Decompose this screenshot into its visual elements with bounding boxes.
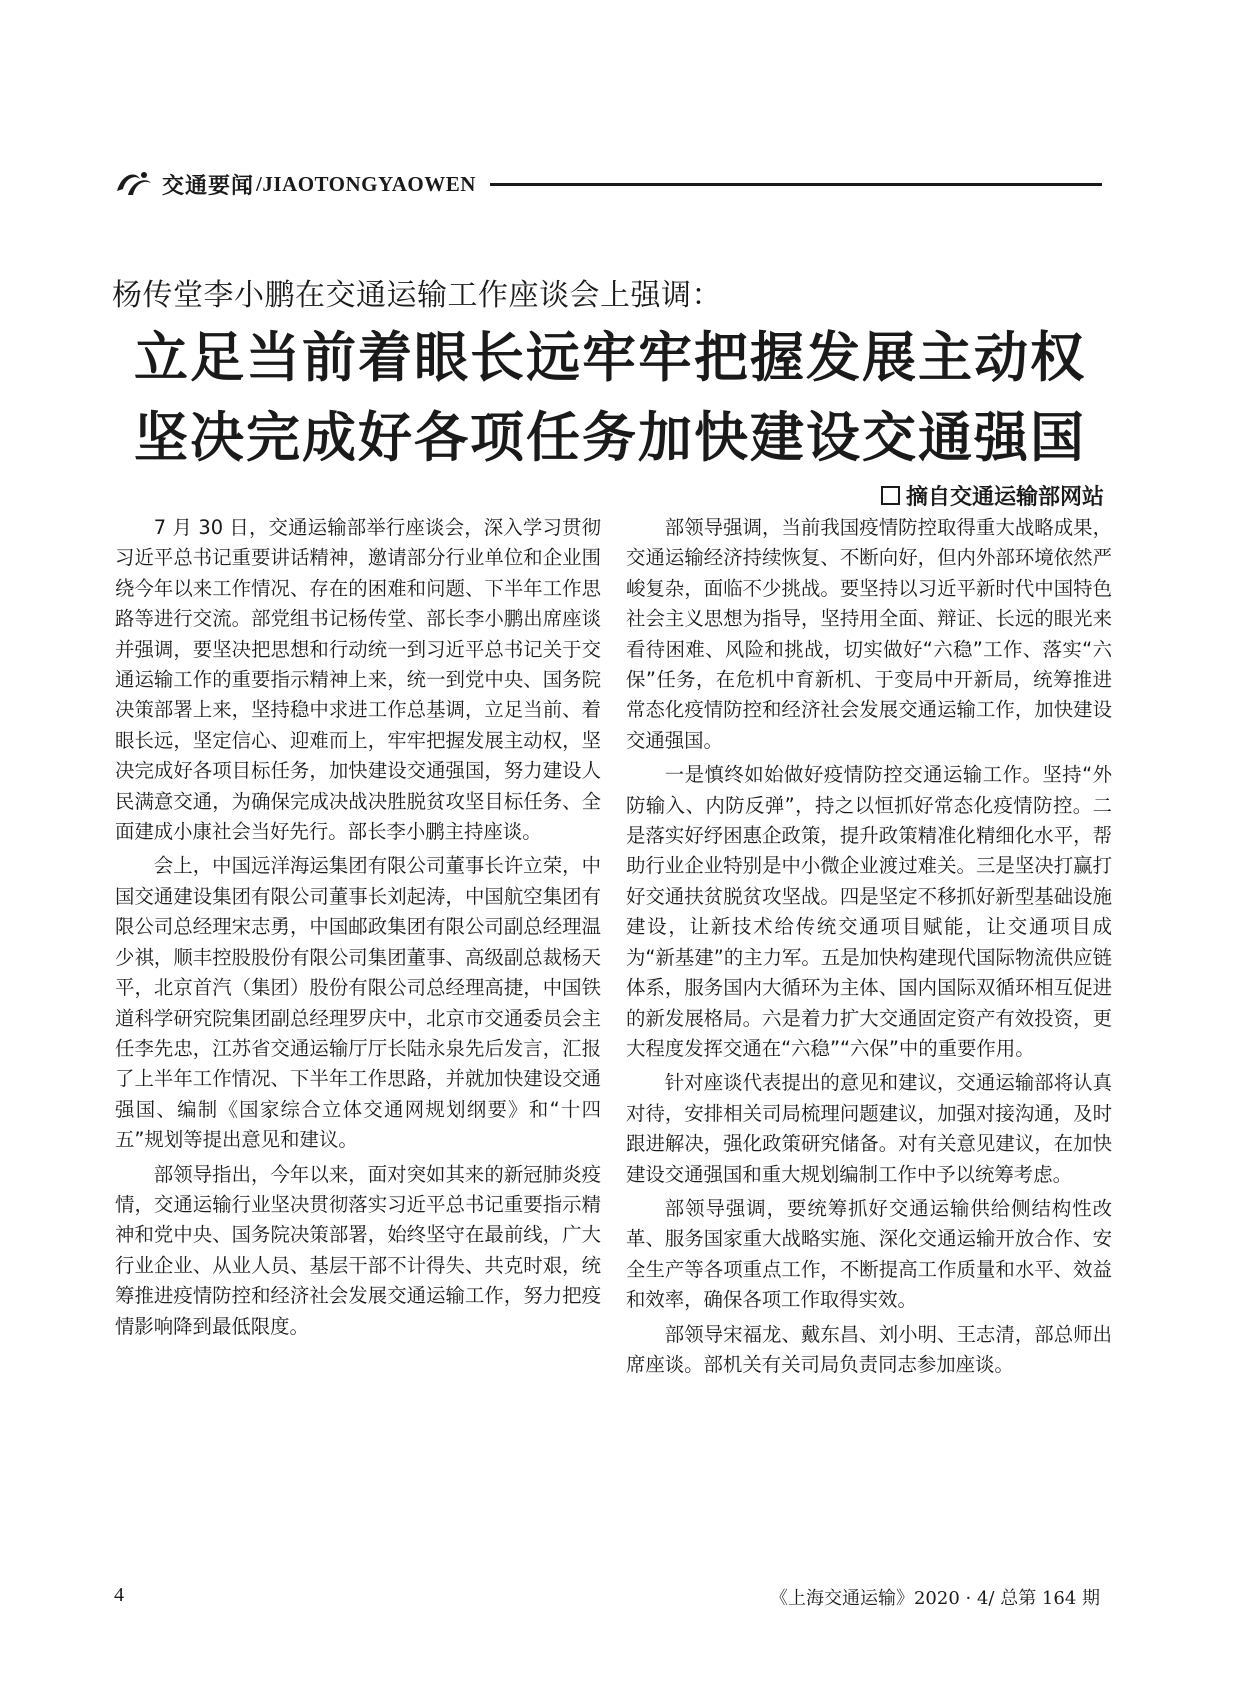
section-header	[114, 166, 1102, 202]
headline-line-1: 立足当前着眼长远牢牢把握发展主动权	[134, 325, 1086, 389]
section-title-en: /JIAOTONGYAOWEN	[256, 171, 476, 196]
paragraph: 7 月 30 日，交通运输部举行座谈会，深入学习贯彻习近平总书记重要讲话精神，邀请部分行业单位和企业围绕今年以来工作情况、存在的困难和问题、下半年工作思路等进行交流。部党组书记杨传堂、部长李小鹏出席座谈并强调，要坚决把思想和行动统一到习近平总书记关于交通运输工作的重要指示精神上来，统一到党中央、国务院决策部署上来，坚持稳中求进工作总基调，立足当前、着眼长远，坚定信心、迎难而上，牢牢把握发展主动权，坚决完成好各项目标任务，加快建设交通强国，努力建设人民满意交通，为确保完成决战决胜脱贫攻坚目标任务、全面建成小康社会当好先行。部长李小鹏主持座谈。	[115, 516, 601, 844]
header-divider	[490, 183, 1102, 186]
journal-footer: 《上海交通运输》2020 · 4/ 总第 164 期	[769, 1588, 1100, 1609]
swoosh-logo-icon	[114, 169, 154, 199]
source-text: 摘自交通运输部网站	[905, 485, 1104, 510]
page-number: 4	[114, 1584, 124, 1606]
paragraph: 部领导指出，今年以来，面对突如其来的新冠肺炎疫情，交通运输行业坚决贯彻落实习近平总书记重要指示精神和党中央、国务院决策部署，始终坚守在最前线，广大行业企业、从业人员、基层干部不计得失、共克时艰，统筹推进疫情防控和经济社会发展交通运输工作，努力把疫情影响降到最低限度。	[115, 1162, 601, 1338]
source-box-icon	[881, 486, 900, 505]
paragraph: 部领导强调，当前我国疫情防控取得重大战略成果，交通运输经济持续恢复、不断向好，但内外部环境依然严峻复杂，面临不少挑战。要坚持以习近平新时代中国特色社会主义思想为指导，坚持用全面、辩证、长远的眼光来看待困难、风险和挑战，切实做好“六稳”工作、落实“六保”任务，在危机中育新机、于变局中开新局，统筹推进常态化疫情防控和经济社会发展交通运输工作，加快建设交通强国。	[626, 516, 1112, 752]
section-title-cn: 交通要闻	[162, 173, 255, 199]
paragraph: 会上，中国远洋海运集团有限公司董事长许立荣，中国交通建设集团有限公司董事长刘起涛，中国航空集团有限公司总经理宋志勇，中国邮政集团有限公司副总经理温少祺，顺丰控股股份有限公司集团董事、高级副总裁杨天平，北京首汽（集团）股份有限公司总经理高捷，中国铁道科学研究院集团副总经理罗庆中，北京市交通委员会主任李先忠，江苏省交通运输厅厅长陆永泉先后发言，汇报了上半年工作情况、下半年工作思路，并就加快建设交通强国、编制《国家综合立体交通网规划纲要》和“十四五”规划等提出意见和建议。	[115, 854, 601, 1152]
left-column	[115, 513, 601, 1346]
headline-line-2: 坚决完成好各项任务加快建设交通强国	[134, 405, 1086, 469]
paragraph: 针对座谈代表提出的意见和建议，交通运输部将认真对待，安排相关司局梳理问题建议，加强对接沟通，及时跟进解决，强化政策研究储备。对有关意见建议，在加快建设交通强国和重大规划编制工作中予以统筹考虑。	[626, 1071, 1112, 1186]
article-source	[881, 480, 1104, 511]
article-kicker: 杨传堂李小鹏在交通运输工作座谈会上强调：	[112, 278, 722, 313]
paragraph: 部领导宋福龙、戴东昌、刘小明、王志清，部总师出席座谈。部机关有关司局负责同志参加座谈。	[626, 1322, 1112, 1376]
right-column	[626, 513, 1112, 1384]
paragraph: 一是慎终如始做好疫情防控交通运输工作。坚持“外防输入、内防反弹”，持之以恒抓好常态化疫情防控。二是落实好纾困惠企政策，提升政策精准化精细化水平，帮助行业企业特别是中小微企业渡过难关。三是坚决打赢打好交通扶贫脱贫攻坚战。四是坚定不移抓好新型基础设施建设，让新技术给传统交通项目赋能，让交通项目成为“新基建”的主力军。五是加快构建现代国际物流供应链体系，服务国内大循环为主体、国内国际双循环相互促进的新发展格局。六是着力扩大交通固定资产有效投资，更大程度发挥交通在“六稳”“六保”中的重要作用。	[626, 763, 1112, 1060]
paragraph: 部领导强调，要统筹抓好交通运输供给侧结构性改革、服务国家重大战略实施、深化交通运输开放合作、安全生产等各项重点工作，不断提高工作质量和水平、效益和效率，确保各项工作取得实效。	[626, 1196, 1112, 1312]
